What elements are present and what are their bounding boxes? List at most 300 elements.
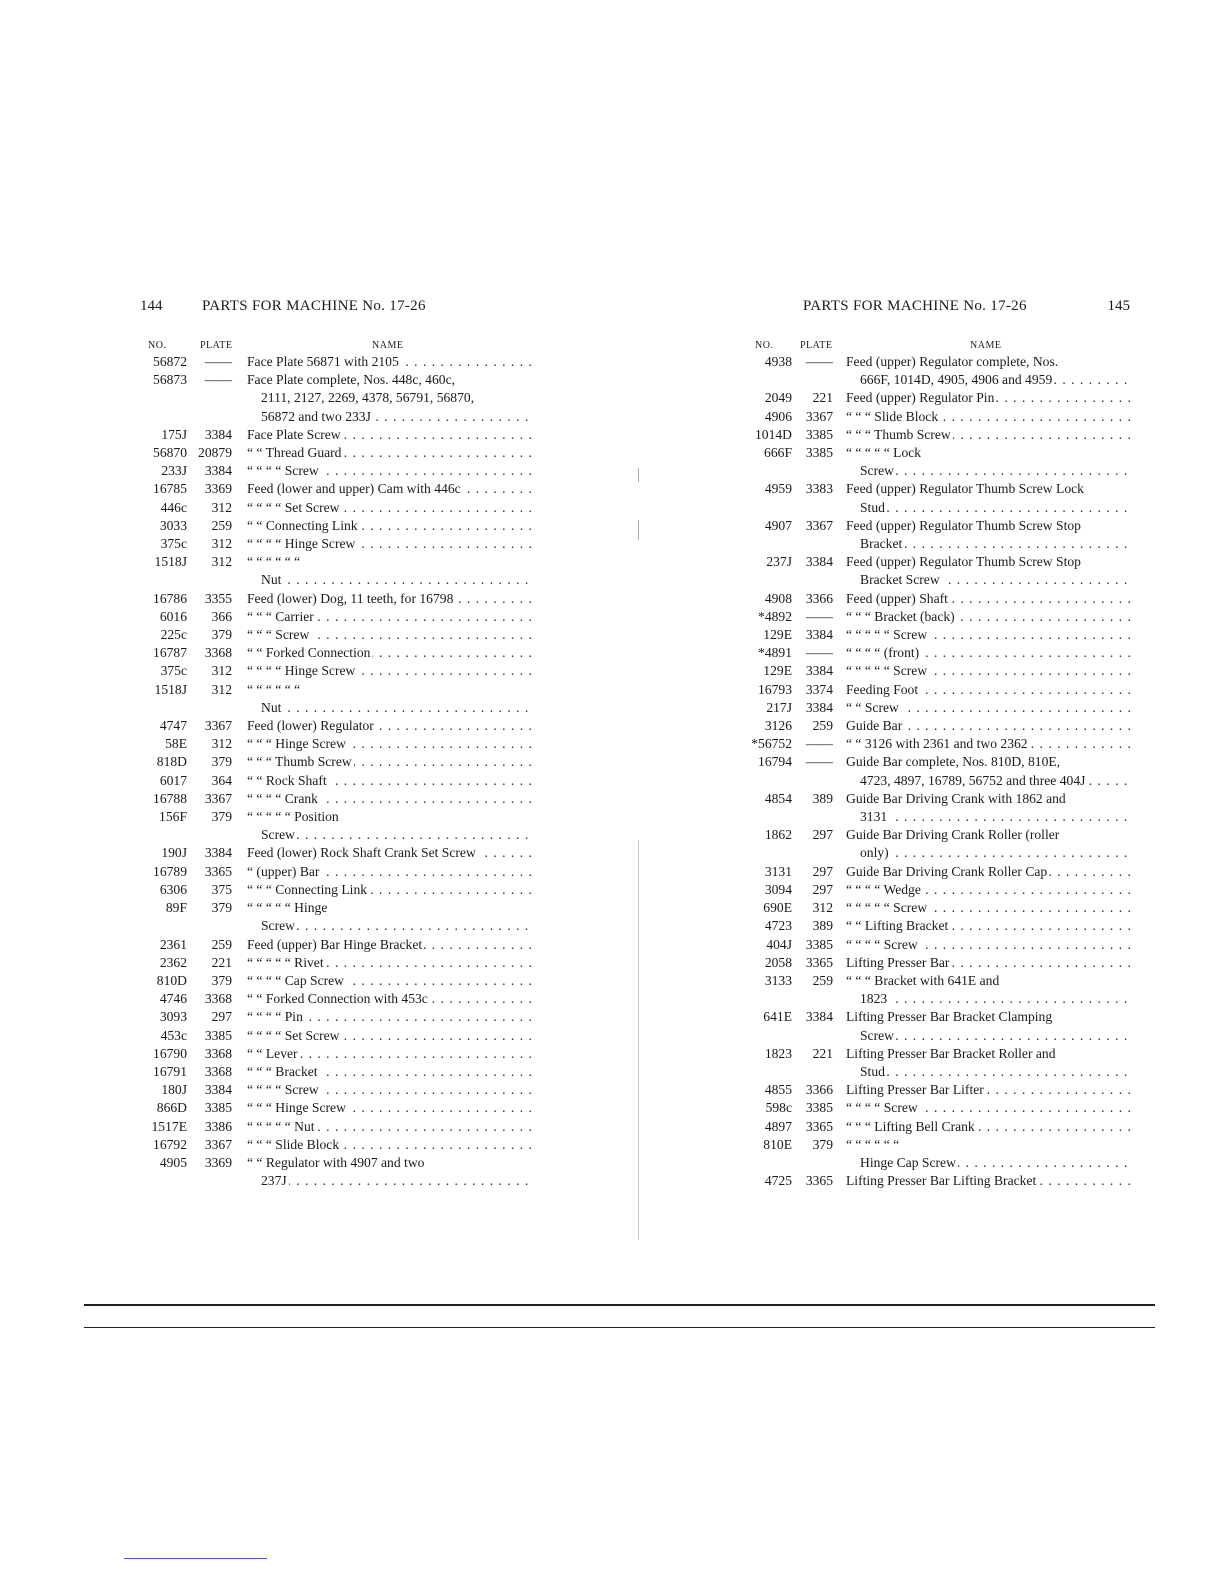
column-header-plate: PLATE [800,340,833,351]
part-name: “ “ “ Bracket with 641E and [846,972,1000,988]
part-number: 666F [764,445,792,461]
list-item [750,444,1130,462]
plate-number: 3385 [204,1027,232,1043]
part-name: Feed (upper) Regulator complete, Nos. [846,354,1059,369]
part-name: “ “ “ Carrier [247,608,314,624]
list-item [140,499,532,517]
part-number: 818D [156,754,187,770]
list-item [140,1099,532,1117]
part-name: Lifting Presser Bar Bracket Clamping [846,1009,1053,1025]
part-number: 2362 [159,954,187,970]
plate-number: 3368 [204,991,232,1007]
part-name: “ “ Rock Shaft [247,772,327,788]
list-item [750,408,1130,426]
part-number: 3133 [764,972,792,988]
part-name-continued: Stud [860,499,885,515]
part-number: 6017 [159,772,187,788]
part-number: 1518J [154,554,187,570]
part-number: 4897 [764,1118,792,1134]
part-number: 2361 [159,936,187,952]
part-name: Feed (upper) Bar Hinge Bracket [247,936,423,952]
plate-number: 375 [211,881,232,897]
list-item-continuation [140,826,532,844]
plate-number: 3367 [805,408,833,424]
part-name: Feed (lower) Rock Shaft Crank Set Screw [247,845,476,861]
part-number: 446c [160,499,187,515]
part-name: “ (upper) Bar [247,863,320,879]
plate-number: 3365 [805,1118,833,1134]
part-name: Guide Bar complete, Nos. 810D, 810E, [846,754,1061,770]
column-headers [140,340,532,352]
plate-number: 312 [211,663,232,679]
column-header-no: NO. [148,340,167,351]
plate-number: 3384 [204,463,232,479]
list-item [750,517,1130,535]
plate-number: 259 [812,972,833,988]
plate-number: 3367 [204,790,232,806]
plate-number: 312 [211,554,232,570]
part-name: “ “ “ “ Hinge Screw [247,663,356,679]
part-name-continued: Screw [860,463,894,479]
plate-number: 3384 [204,845,232,861]
list-item [750,899,1130,917]
part-number: 1862 [764,827,792,843]
part-number: 6306 [159,881,187,897]
list-item [140,1063,532,1081]
list-item [140,608,532,626]
list-item [140,662,532,680]
plate-number: 312 [211,681,232,697]
part-name: “ “ “ “ “ Rivet [247,954,324,970]
plate-number: 389 [812,918,833,934]
plate-number: 3386 [204,1118,232,1134]
part-name: “ “ “ Lifting Bell Crank [846,1118,975,1134]
part-name-continued: Screw [261,918,295,934]
part-name: “ “ Forked Connection [247,645,371,661]
list-item-continuation [750,844,1130,862]
list-item [140,371,532,389]
part-name: Guide Bar Driving Crank Roller (roller [846,827,1060,843]
part-name: Feed (lower) Regulator [247,718,374,734]
list-item-continuation [750,462,1130,480]
part-number: 16789 [153,863,187,879]
part-name: “ “ “ “ “ Lock [846,445,922,461]
part-number: 598c [765,1100,792,1116]
list-item [140,444,532,462]
list-item [140,517,532,535]
plate-number: 3385 [805,936,833,952]
part-name-continued: 56872 and two 233J [261,408,371,424]
part-name: “ “ “ “ “ Nut [247,1118,315,1134]
column-header-plate: PLATE [200,340,233,351]
part-number: 16785 [153,481,187,497]
list-item [750,1008,1130,1026]
part-number: 1014D [754,426,792,442]
part-name: Feed (upper) Regulator Thumb Screw Stop [846,517,1081,533]
part-number: 4905 [159,1154,187,1170]
part-name-continued: 2111, 2127, 2269, 4378, 56791, 56870, [261,390,475,406]
gutter-mark [638,520,639,540]
list-item [140,626,532,644]
list-item [140,972,532,990]
list-item [750,553,1130,571]
part-number: *4891 [758,645,792,661]
part-number: 3094 [764,881,792,897]
plate-number: —— [805,354,833,369]
part-name: Face Plate complete, Nos. 448c, 460c, [247,372,456,388]
part-name: “ “ “ “ Pin [247,1009,303,1025]
plate-number: 379 [812,1136,833,1152]
list-item [140,590,532,608]
part-name: “ “ “ Connecting Link [247,881,368,897]
plate-number: 3367 [805,517,833,533]
list-item [750,426,1130,444]
part-number: 375c [160,663,187,679]
list-item [750,1136,1130,1154]
list-item [750,735,1130,753]
parts-list [750,353,1130,1190]
scan-mark [124,1558,267,1559]
part-name: “ “ “ Slide Block [846,408,939,424]
list-item [140,1027,532,1045]
plate-number: 3367 [204,718,232,734]
list-item [140,881,532,899]
list-item [140,735,532,753]
part-number: 156F [159,809,187,825]
part-name: “ “ “ “ Screw [846,1100,918,1116]
part-name: Lifting Presser Bar Bracket Roller and [846,1045,1056,1061]
part-name: “ “ “ “ Screw [247,1082,319,1098]
part-number: 4906 [764,408,792,424]
part-name: “ “ “ “ Wedge [846,881,921,897]
part-name: Guide Bar Driving Crank with 1862 and [846,790,1066,806]
part-name: Guide Bar Driving Crank Roller Cap [846,863,1048,879]
list-item [140,790,532,808]
part-number: 1518J [154,681,187,697]
part-number: 237J [766,554,792,570]
part-name: “ “ “ “ “ “ [846,1136,900,1152]
list-item [750,1081,1130,1099]
part-number: 6016 [159,608,187,624]
list-item-continuation [140,699,532,717]
part-name: Face Plate Screw [247,426,341,442]
part-number: 3126 [764,718,792,734]
part-name-continued: 666F, 1014D, 4905, 4906 and 4959 [860,372,1053,388]
plate-number: 259 [812,718,833,734]
parts-list [140,353,532,1190]
part-number: 4907 [764,517,792,533]
list-item [140,936,532,954]
scan-rule-bottom [84,1327,1155,1328]
part-number: 404J [766,936,792,952]
part-name: “ “ Regulator with 4907 and two [247,1154,425,1170]
part-name-continued: Screw [860,1027,894,1043]
plate-number: 379 [211,972,232,988]
plate-number: 297 [812,827,833,843]
part-name: Feed (upper) Regulator Thumb Screw Stop [846,554,1081,570]
list-item [750,717,1130,735]
part-name: Feed (upper) Shaft [846,590,948,606]
list-item [750,881,1130,899]
list-item [140,1045,532,1063]
part-name: Feed (lower) Dog, 11 teeth, for 16798 [247,590,454,606]
part-number: 3093 [159,1009,187,1025]
page-title: PARTS FOR MACHINE No. 17-26 [202,298,426,314]
list-item [140,1081,532,1099]
part-name: Feed (upper) Regulator Pin [846,390,995,406]
part-number: 58E [165,736,187,752]
list-item [140,535,532,553]
part-name: “ “ Thread Guard [247,445,342,461]
plate-number: 312 [211,736,232,752]
plate-number: 3374 [805,681,833,697]
plate-number: 3384 [204,426,232,442]
list-item [750,954,1130,972]
list-item [140,808,532,826]
part-name: “ “ “ Thumb Screw [247,754,352,770]
part-number: 4908 [764,590,792,606]
list-item [750,480,1130,498]
list-item [750,699,1130,717]
part-number: 16786 [153,590,187,606]
part-number: 1823 [764,1045,792,1061]
part-number: 4938 [764,354,792,369]
plate-number: 3365 [805,1173,833,1189]
column-header-no: NO. [755,340,774,351]
part-name: “ “ “ “ (front) [846,645,920,661]
part-name: “ “ “ “ “ Screw [846,627,928,643]
part-name: “ “ Screw [846,699,899,715]
part-name: Lifting Presser Bar Lifter [846,1082,984,1098]
part-number: 16793 [758,681,792,697]
part-name: “ “ “ “ Screw [247,463,319,479]
part-name-continued: Hinge Cap Screw [860,1154,956,1170]
column-header-name: NAME [372,340,404,351]
list-item [750,626,1130,644]
plate-number: —— [204,372,232,388]
part-name: “ “ “ Bracket (back) [846,608,955,624]
page-header [140,298,532,318]
plate-number: —— [805,736,833,752]
list-item-continuation [750,499,1130,517]
part-name-continued: only) [860,845,889,861]
part-number: 4723 [764,918,792,934]
list-item [750,1045,1130,1063]
list-item [750,590,1130,608]
part-name: Lifting Presser Bar [846,954,950,970]
list-item [750,608,1130,626]
part-number: 866D [156,1100,187,1116]
list-item [750,863,1130,881]
list-item [140,753,532,771]
list-item [140,1118,532,1136]
plate-number: 312 [211,536,232,552]
list-item [140,553,532,571]
list-item [750,917,1130,935]
plate-number: —— [805,645,833,661]
part-name: “ “ “ “ “ Hinge [247,900,328,916]
list-item [140,772,532,790]
plate-number: 221 [812,390,833,406]
plate-number: 312 [812,900,833,916]
plate-number: —— [805,754,833,770]
part-name: “ “ “ “ “ Position [247,809,339,825]
list-item [750,681,1130,699]
list-item [750,790,1130,808]
list-item [140,1154,532,1172]
page-title: PARTS FOR MACHINE No. 17-26 [803,298,1027,314]
list-item [750,662,1130,680]
list-item [140,480,532,498]
part-name: “ “ “ “ Set Screw [247,1027,340,1043]
part-number: 16794 [758,754,792,770]
list-item [750,1172,1130,1190]
plate-number: 364 [211,772,232,788]
part-name: “ “ Connecting Link [247,517,358,533]
plate-number: 3368 [204,645,232,661]
plate-number: 259 [211,936,232,952]
part-name: “ “ “ “ Set Screw [247,499,340,515]
plate-number: 297 [812,863,833,879]
list-item [750,1099,1130,1117]
list-item-continuation [750,808,1130,826]
part-name: “ “ “ Hinge Screw [247,736,346,752]
plate-number: 312 [211,499,232,515]
plate-number: 3384 [805,627,833,643]
plate-number: 3384 [805,1009,833,1025]
part-number: 89F [165,900,187,916]
plate-number: 3355 [204,590,232,606]
part-number: 16788 [153,790,187,806]
list-item [140,644,532,662]
part-name: “ “ “ Hinge Screw [247,1100,346,1116]
plate-number: 3384 [805,554,833,570]
plate-number: 3369 [204,1154,232,1170]
part-number: 180J [161,1082,187,1098]
part-number: 2049 [764,390,792,406]
part-number: 3131 [764,863,792,879]
plate-number: 297 [211,1009,232,1025]
list-item [140,863,532,881]
part-name-continued: 237J [261,1173,287,1189]
part-number: 1517E [151,1118,187,1134]
gutter-mark [638,840,639,1240]
list-item [750,644,1130,662]
plate-number: 3385 [204,1100,232,1116]
plate-number: 3366 [805,1082,833,1098]
part-name: “ “ “ “ “ Screw [846,900,928,916]
page-header [750,298,1130,318]
part-number: 4747 [159,718,187,734]
list-item [140,681,532,699]
list-item-continuation [750,772,1130,790]
part-number: 56872 [153,354,187,369]
part-number: 453c [160,1027,187,1043]
part-name-continued: Nut [261,699,282,715]
plate-number: 3365 [204,863,232,879]
part-number: 4959 [764,481,792,497]
plate-number: 3366 [805,590,833,606]
plate-number: 389 [812,790,833,806]
plate-number: 3385 [805,426,833,442]
plate-number: 366 [211,608,232,624]
part-name: “ “ Lifting Bracket [846,918,949,934]
plate-number: 259 [211,517,232,533]
plate-number: 20879 [198,445,232,461]
part-name-continued: 3131 [860,809,888,825]
part-name-continued: Bracket Screw [860,572,940,588]
part-name: Lifting Presser Bar Lifting Bracket [846,1173,1037,1189]
part-number: 16791 [153,1063,187,1079]
part-number: 225c [160,627,187,643]
scan-rule-top [84,1304,1155,1306]
part-name: “ “ “ “ Hinge Screw [247,536,356,552]
plate-number: 3384 [805,663,833,679]
part-number: 4854 [764,790,792,806]
list-item [750,826,1130,844]
plate-number: 3383 [805,481,833,497]
plate-number: 3385 [805,1100,833,1116]
list-item-continuation [140,408,532,426]
plate-number: 3385 [805,445,833,461]
plate-number: 3368 [204,1045,232,1061]
part-name: “ “ “ Slide Block [247,1136,340,1152]
part-name-continued: Stud [860,1063,885,1079]
part-number: 56870 [153,445,187,461]
part-name-continued: Screw [261,827,295,843]
part-name: “ “ “ Screw [247,627,310,643]
part-number: 810D [156,972,187,988]
part-name: Feeding Foot [846,681,919,697]
list-item [750,353,1130,371]
plate-number: 379 [211,900,232,916]
list-item [750,936,1130,954]
list-item [140,426,532,444]
list-item [140,717,532,735]
list-item [140,462,532,480]
part-name: “ “ “ Bracket [247,1063,318,1079]
part-name: “ “ 3126 with 2361 and two 2362 [846,736,1028,752]
part-number: *56752 [751,736,792,752]
list-item-continuation [750,571,1130,589]
part-number: 375c [160,536,187,552]
part-name: “ “ “ “ Cap Screw [247,972,344,988]
part-number: *4892 [758,608,792,624]
plate-number: 221 [812,1045,833,1061]
part-name: Feed (upper) Regulator Thumb Screw Lock [846,481,1084,497]
list-item [140,954,532,972]
plate-number: 221 [211,954,232,970]
part-number: 4725 [764,1173,792,1189]
plate-number: 379 [211,627,232,643]
list-item [140,1008,532,1026]
list-item [140,899,532,917]
part-name-continued: Nut [261,572,282,588]
part-number: 16787 [153,645,187,661]
list-item-continuation [750,1063,1130,1081]
list-item [750,972,1130,990]
part-number: 56873 [153,372,187,388]
plate-number: 3384 [805,699,833,715]
page-number: 145 [1107,298,1130,314]
part-number: 3033 [159,517,187,533]
part-name-continued: Bracket [860,536,903,552]
plate-number: 379 [211,754,232,770]
part-name: “ “ “ “ Crank [247,790,318,806]
part-number: 4855 [764,1082,792,1098]
list-item [140,1136,532,1154]
part-name-continued: 1823 [860,991,888,1007]
